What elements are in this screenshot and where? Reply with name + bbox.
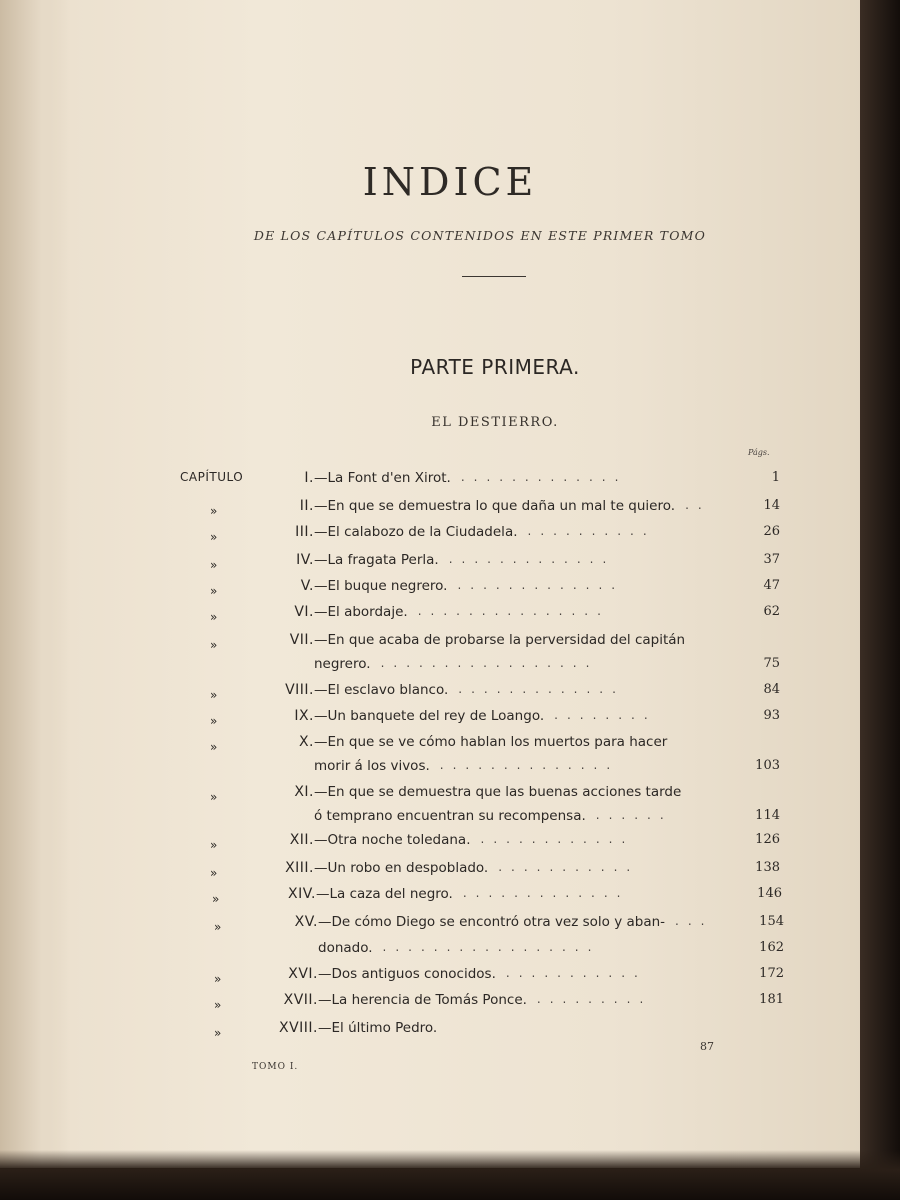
chapter-number: IX. <box>294 708 314 724</box>
dot-leader: ............. <box>458 682 625 696</box>
page-number: 138 <box>755 860 780 875</box>
chapter-number: V. <box>300 578 314 594</box>
dot-leader: ............... <box>417 604 610 618</box>
chapter-title: —La caza del negro. <box>316 886 453 902</box>
toc-row <box>180 734 780 758</box>
dot-leader: ........... <box>498 860 640 874</box>
ditto-mark: » <box>214 1026 222 1040</box>
dot-leader: .............. <box>439 758 620 772</box>
chapter-number: II. <box>299 498 314 514</box>
ditto-mark: » <box>210 530 218 544</box>
toc-row <box>180 832 780 856</box>
chapter-title: —El abordaje. <box>314 604 408 620</box>
pages-column-label: Págs. <box>748 448 770 457</box>
ditto-mark: » <box>210 838 218 852</box>
dot-leader: ............ <box>480 832 635 846</box>
dot-leader: ................. <box>382 940 601 954</box>
chapter-number: VII. <box>289 632 314 648</box>
toc-row <box>180 860 780 884</box>
page-number: 84 <box>763 682 780 697</box>
page-number: 14 <box>763 498 780 513</box>
chapter-title: negrero. <box>314 656 371 672</box>
chapter-title: ó temprano encuentran su recompensa. <box>314 808 586 824</box>
page-number: 181 <box>759 992 784 1007</box>
chapter-label: CAPÍTULO <box>180 470 244 484</box>
signature-mark: 87 <box>700 1040 714 1053</box>
chapter-number: XI. <box>294 784 314 800</box>
toc-row <box>180 784 780 808</box>
page-number: 172 <box>759 966 784 981</box>
page-number: 93 <box>763 708 780 723</box>
ditto-mark: » <box>210 584 218 598</box>
chapter-title: —De cómo Diego se encontró otra vez solo y aban- <box>318 914 666 930</box>
ditto-mark: » <box>210 558 218 572</box>
page-number: 47 <box>763 578 780 593</box>
chapter-title: —En que se demuestra lo que daña un mal te quiero. <box>314 498 676 514</box>
dot-leader: ............. <box>448 552 616 566</box>
toc-row <box>180 498 780 522</box>
chapter-number: VI. <box>294 604 314 620</box>
dot-leader: ............. <box>462 886 630 900</box>
toc-row <box>180 470 780 494</box>
dot-leader: ........ <box>554 708 657 722</box>
part-heading: PARTE PRIMERA. <box>410 355 580 379</box>
ditto-mark: » <box>210 638 218 652</box>
ditto-mark: » <box>210 740 218 754</box>
chapter-title: —Otra noche toledana. <box>314 832 471 848</box>
chapter-title: morir á los vivos. <box>314 758 430 774</box>
ditto-mark: » <box>214 998 222 1012</box>
chapter-title: —Un robo en despoblado. <box>314 860 489 876</box>
toc-row <box>180 632 780 656</box>
toc-row <box>180 758 780 782</box>
toc-row <box>184 914 784 938</box>
dot-leader: ...... <box>595 808 673 822</box>
chapter-number: XVI. <box>288 966 318 982</box>
chapter-title: —Dos antiguos conocidos. <box>318 966 496 982</box>
ditto-mark: » <box>210 790 218 804</box>
dot-leader: ... <box>675 914 714 928</box>
chapter-number: III. <box>295 524 314 540</box>
chapter-number: I. <box>304 470 314 486</box>
chapter-number: XVIII. <box>278 1020 318 1036</box>
chapter-number: IV. <box>296 552 314 568</box>
chapter-number: XVII. <box>283 992 318 1008</box>
page-number: 154 <box>759 914 784 929</box>
page-number: 103 <box>755 758 780 773</box>
ditto-mark: » <box>210 688 218 702</box>
chapter-title: —El último Pedro. <box>318 1020 438 1036</box>
chapter-title: —La fragata Perla. <box>314 552 439 568</box>
chapter-number: XII. <box>289 832 314 848</box>
dot-leader: ......... <box>536 992 653 1006</box>
page-number: 126 <box>755 832 780 847</box>
ditto-mark: » <box>210 504 218 518</box>
toc-row <box>180 578 780 602</box>
page-number: 1 <box>771 470 780 485</box>
dot-leader: ................. <box>380 656 599 670</box>
ditto-mark: » <box>210 610 218 624</box>
dot-leader: ........... <box>505 966 647 980</box>
chapter-title: —En que se ve cómo hablan los muertos para hacer <box>314 734 668 750</box>
toc-row <box>180 552 780 576</box>
toc-row <box>184 1020 784 1044</box>
toc-row <box>180 708 780 732</box>
page-number: 37 <box>763 552 780 567</box>
dot-leader: .......... <box>527 524 656 538</box>
toc-row <box>180 524 780 548</box>
toc-row <box>184 966 784 990</box>
page-number: 114 <box>755 808 780 823</box>
ditto-mark: » <box>214 972 222 986</box>
chapter-number: VIII. <box>285 682 314 698</box>
toc-row <box>184 992 784 1016</box>
ditto-mark: » <box>210 866 218 880</box>
page-number: 75 <box>763 656 780 671</box>
dot-leader: .. <box>685 498 711 512</box>
chapter-title: —El esclavo blanco. <box>314 682 449 698</box>
chapter-title: —El buque negrero. <box>314 578 448 594</box>
chapter-title: —En que se demuestra que las buenas acciones tarde <box>314 784 682 800</box>
toc-row <box>184 940 784 964</box>
page-number: 26 <box>763 524 780 539</box>
chapter-title: —La Font d'en Xirot. <box>314 470 451 486</box>
ditto-mark: » <box>212 892 220 906</box>
page-number: 162 <box>759 940 784 955</box>
ditto-mark: » <box>214 920 222 934</box>
page-number: 62 <box>763 604 780 619</box>
dot-leader: ............. <box>457 578 625 592</box>
chapter-title: —Un banquete del rey de Loango. <box>314 708 545 724</box>
volume-footer: TOMO I. <box>252 1062 299 1072</box>
chapter-title: —El calabozo de la Ciudadela. <box>314 524 518 540</box>
book-spine-shadow <box>860 0 900 1200</box>
ditto-mark: » <box>210 714 218 728</box>
chapter-title: donado. <box>318 940 373 956</box>
chapter-number: XV. <box>294 914 318 930</box>
toc-row <box>180 604 780 628</box>
chapter-number: XIV. <box>288 886 316 902</box>
page-title: INDICE <box>362 160 538 204</box>
toc-row <box>180 682 780 706</box>
toc-row <box>180 808 780 832</box>
chapter-number: XIII. <box>285 860 314 876</box>
chapter-title: —En que acaba de probarse la perversidad del capitán <box>314 632 686 648</box>
chapter-title: —La herencia de Tomás Ponce. <box>318 992 527 1008</box>
chapter-number: X. <box>298 734 314 750</box>
bottom-shadow <box>0 1150 900 1200</box>
page-subtitle: DE LOS CAPÍTULOS CONTENIDOS EN ESTE PRIMER TOMO <box>253 228 707 243</box>
page-number: 146 <box>757 886 782 901</box>
toc-row <box>182 886 782 910</box>
toc-row <box>180 656 780 680</box>
dot-leader: ............. <box>460 470 628 484</box>
section-heading: EL DESTIERRO. <box>431 415 559 430</box>
